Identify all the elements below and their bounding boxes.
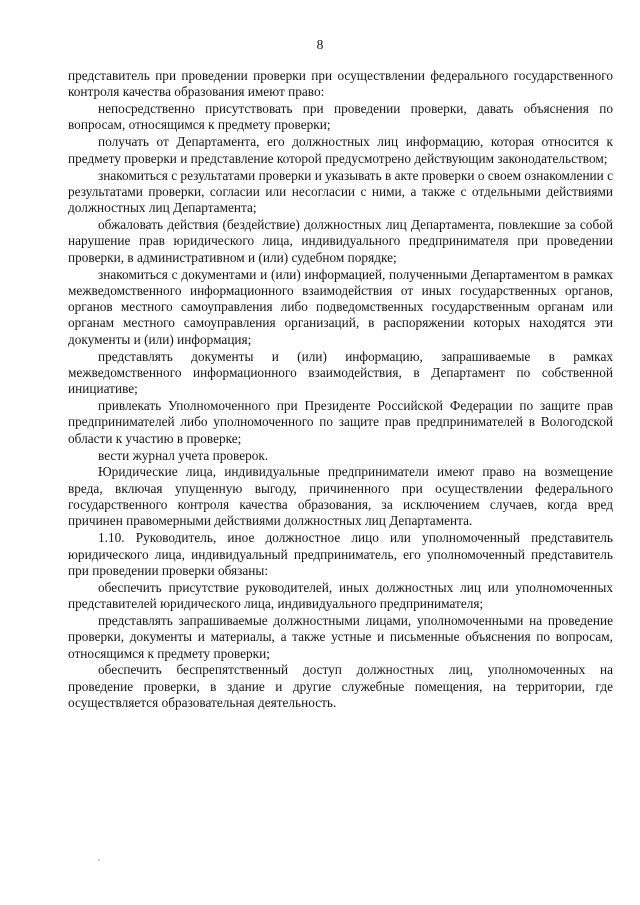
paragraph: 1.10. Руководитель, иное должностное лицо или уполномоченный представитель юридического лица, индивидуальный предприниматель, его уполномоченный представитель при проведении проверки обязаны: bbox=[68, 530, 613, 578]
paragraph: получать от Департамента, его должностных лиц информацию, которая относится к предмету проверки и представление которой предусмотрено действующим законодательством; bbox=[68, 134, 613, 166]
paragraph: обеспечить беспрепятственный доступ должностных лиц, уполномоченных на проведение проверки, в здание и другие служебные помещения, на территории, где осуществляется образовательная деятельность. bbox=[68, 662, 613, 710]
paragraph: знакомиться с документами и (или) информацией, полученными Департаментом в рамках межведомственного информационного взаимодействия от иных государственных органов, органов местного самоуправления либо подведомственных государственным органам или органам местного самоуправления организаций, в распоряжении которых находятся эти документы и (или) информация; bbox=[68, 266, 613, 347]
body-text bbox=[68, 68, 613, 712]
paragraph: непосредственно присутствовать при проведении проверки, давать объяснения по вопросам, относящимся к предмету проверки; bbox=[68, 101, 613, 133]
paragraph: вести журнал учета проверок. bbox=[98, 447, 269, 463]
paragraph: представлять документы и (или) информацию, запрашиваемые в рамках межведомственного информационного взаимодействия, в Департамент по собственной инициативе; bbox=[68, 348, 613, 397]
paragraph: обжаловать действия (бездействие) должностных лиц Департамента, повлекшие за собой нарушение прав юридического лица, индивидуального предпринимателя при проведении проверки, в административном и (или) судебном порядке; bbox=[68, 217, 613, 265]
paragraph: представлять запрашиваемые должностными лицами, уполномоченными на проведение проверки, документы и материалы, а также устные и письменные объяснения по вопросам, относящимся к предмету проверки; bbox=[68, 612, 613, 661]
paragraph: знакомиться с результатами проверки и указывать в акте проверки о своем ознакомлении с результатами проверки, согласии или несогласии с ними, а также с отдельными действиями должностных лиц Департамента; bbox=[68, 167, 614, 216]
paragraph: представитель при проведении проверки при осуществлении федерального государственного контроля качества образования имеют право: bbox=[68, 68, 613, 100]
paragraph: Юридические лица, индивидуальные предприниматели имеют право на возмещение вреда, включая упущенную выгоду, причиненного при осуществлении федерального государственного контроля качества образования, за исключением случаев, когда вред причинен правомерными действиями должностных лиц Департамента. bbox=[68, 464, 613, 529]
paragraph: обеспечить присутствие руководителей, иных должностных лиц или уполномоченных представителей юридического лица, индивидуального предпринимателя; bbox=[68, 579, 613, 612]
scan-speck bbox=[98, 859, 100, 861]
page-number: 8 bbox=[316, 37, 324, 52]
paragraph: привлекать Уполномоченного при Президенте Российской Федерации по защите прав предпринимателей либо уполномоченного по защите прав предпринимателей в Вологодской области к участию в проверке; bbox=[68, 398, 613, 446]
